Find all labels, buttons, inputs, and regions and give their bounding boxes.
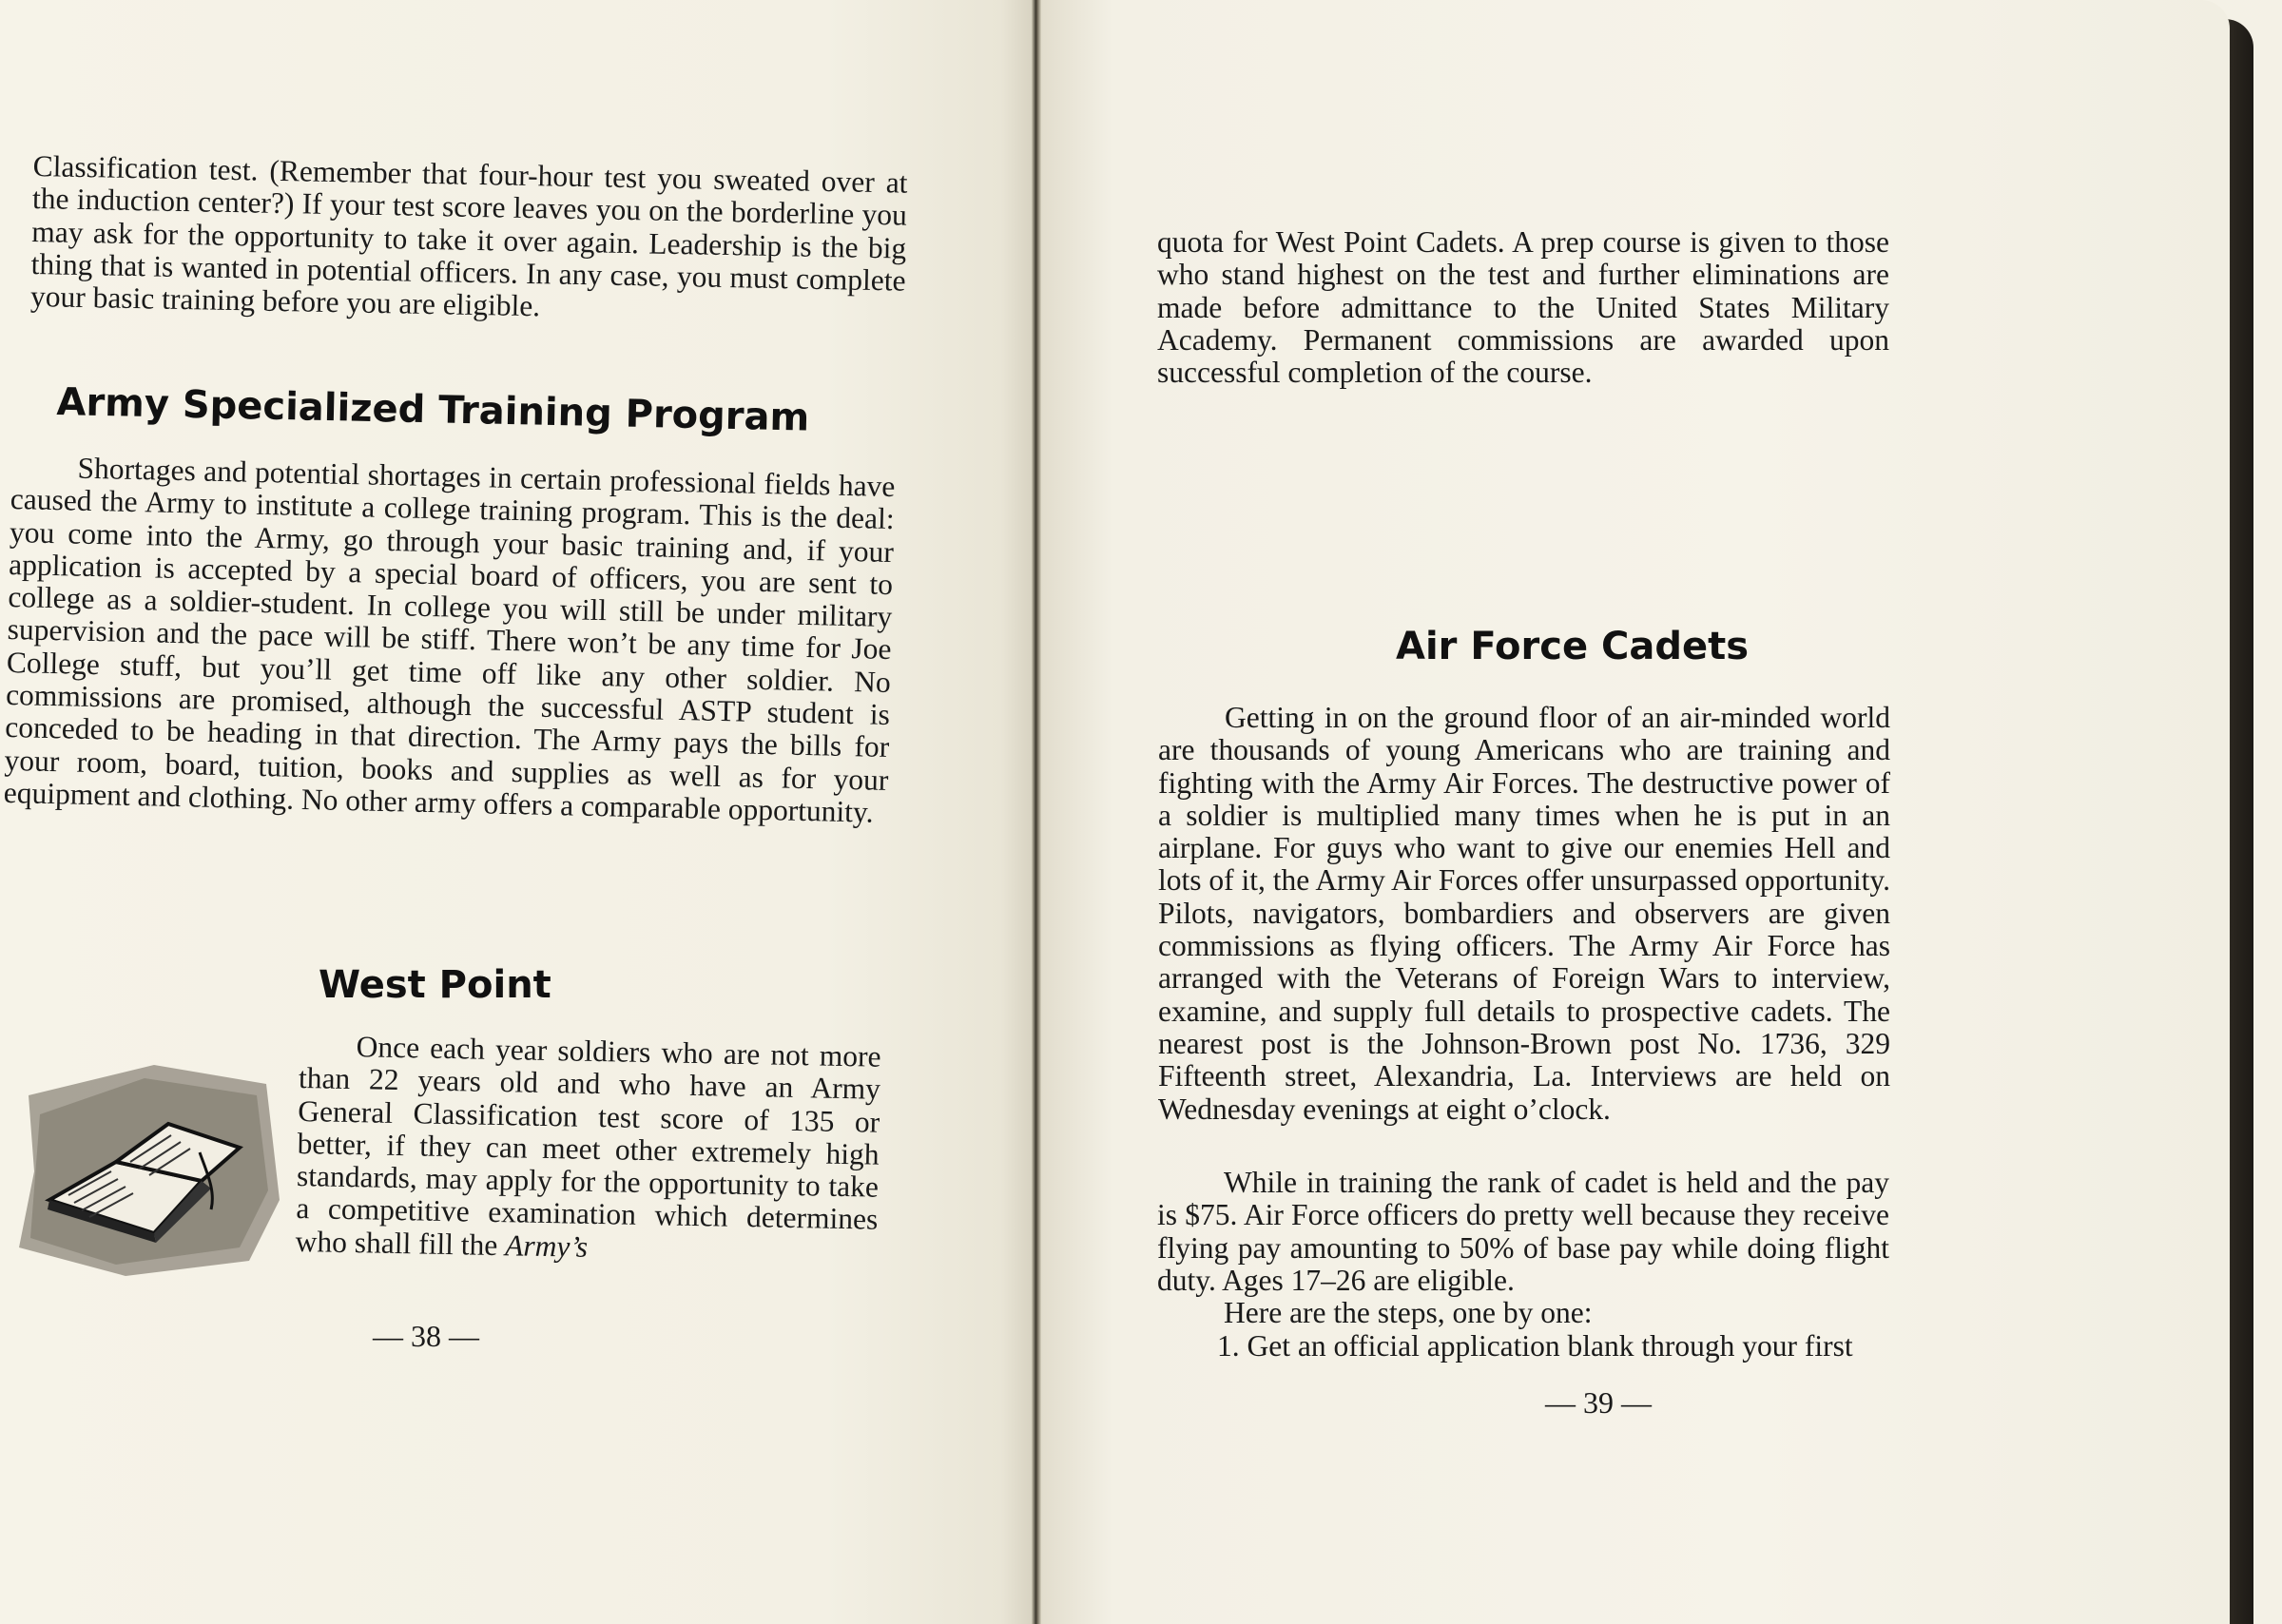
right-page [1041, 0, 2230, 1624]
west-point-heading: West Point [319, 963, 551, 1007]
left-page [0, 0, 1032, 1624]
air-force-heading: Air Force Cadets [1396, 625, 1750, 668]
astp-paragraph: Shortages and potential shortages in certain professional fields have caused the Army to institute a college training program. This is the deal: you come into the Army, go through your basic training and, if your application is accepted by a special board of officers, you are sent to college as a soldier-student. In college you will still be under military supervision and the pace will be stiff. There won’t be any time for Joe College stuff, but you’ll get time off like any other soldier. No commissions are promised, although the successful ASTP student is conceded to be heading in that direction. The Army pays the bills for your room, board, tuition, books and supplies as well as for your equipment and clothing. No other army offers a comparable opportunity. [3, 451, 896, 829]
armys-italic: Army’s [504, 1228, 589, 1264]
open-book-illustration [11, 1057, 287, 1281]
west-point-paragraph [295, 1030, 880, 1269]
book-gutter [1032, 0, 1041, 1624]
page-number-right: — 39 — [1545, 1385, 1652, 1420]
step-1: 1. Get an official application blank through your first [1217, 1329, 1853, 1363]
air-force-paragraph-2: While in training the rank of cadet is held and the pay is $75. Air Force officers do pretty well because they receive flying pay amounting to 50% of base pay while doing flight duty. Ages 17–26 are eligible. [1157, 1166, 1889, 1297]
page-number-left: — 38 — [373, 1319, 479, 1353]
west-point-text: Once each year soldiers who are not more than 22 years old and who have an Army General Classification test score of 135 or better, if they can meet other extremely high standards, may apply for the opportunity to take a competitive examination which determines who shall fill the [295, 1030, 881, 1262]
astp-heading: Army Specialized Training Program [56, 380, 810, 440]
air-force-paragraph-1: Getting in on the ground floor of an air-minded world are thousands of young Americans who are training and fighting with the Army Air Forces. The destructive power of a soldier is multiplied many times when he is put in an airplane. For guys who want to give our enemies Hell and lots of it, the Army Air Forces offer unsurpassed opportunity. Pilots, navigators, bombardiers and observers are given commissions as flying officers. The Army Air Force has arranged with the Veterans of Foreign Wars to interview, examine, and supply full details to prospective cadets. The nearest post is the Johnson-Brown post No. 1736, 329 Fifteenth street, Alexandria, La. Interviews are held on Wednesday evenings at eight o’clock. [1158, 701, 1890, 1126]
west-point-continued: quota for West Point Cadets. A prep course is given to those who stand highest on the test and further eliminations are made before admittance to the United States Military Academy. Permanent commissions are awarded upon successful completion of the course. [1157, 225, 1889, 390]
intro-paragraph: Classification test. (Remember that four-hour test you sweated over at the induction center?) If your test score leaves you on the borderline you may ask for the opportunity to take it over again. Leadership is the big thing that is wanted in potential officers. In any case, you must complete your basic training before you are eligible. [29, 149, 908, 323]
steps-intro: Here are the steps, one by one: [1224, 1296, 1593, 1329]
